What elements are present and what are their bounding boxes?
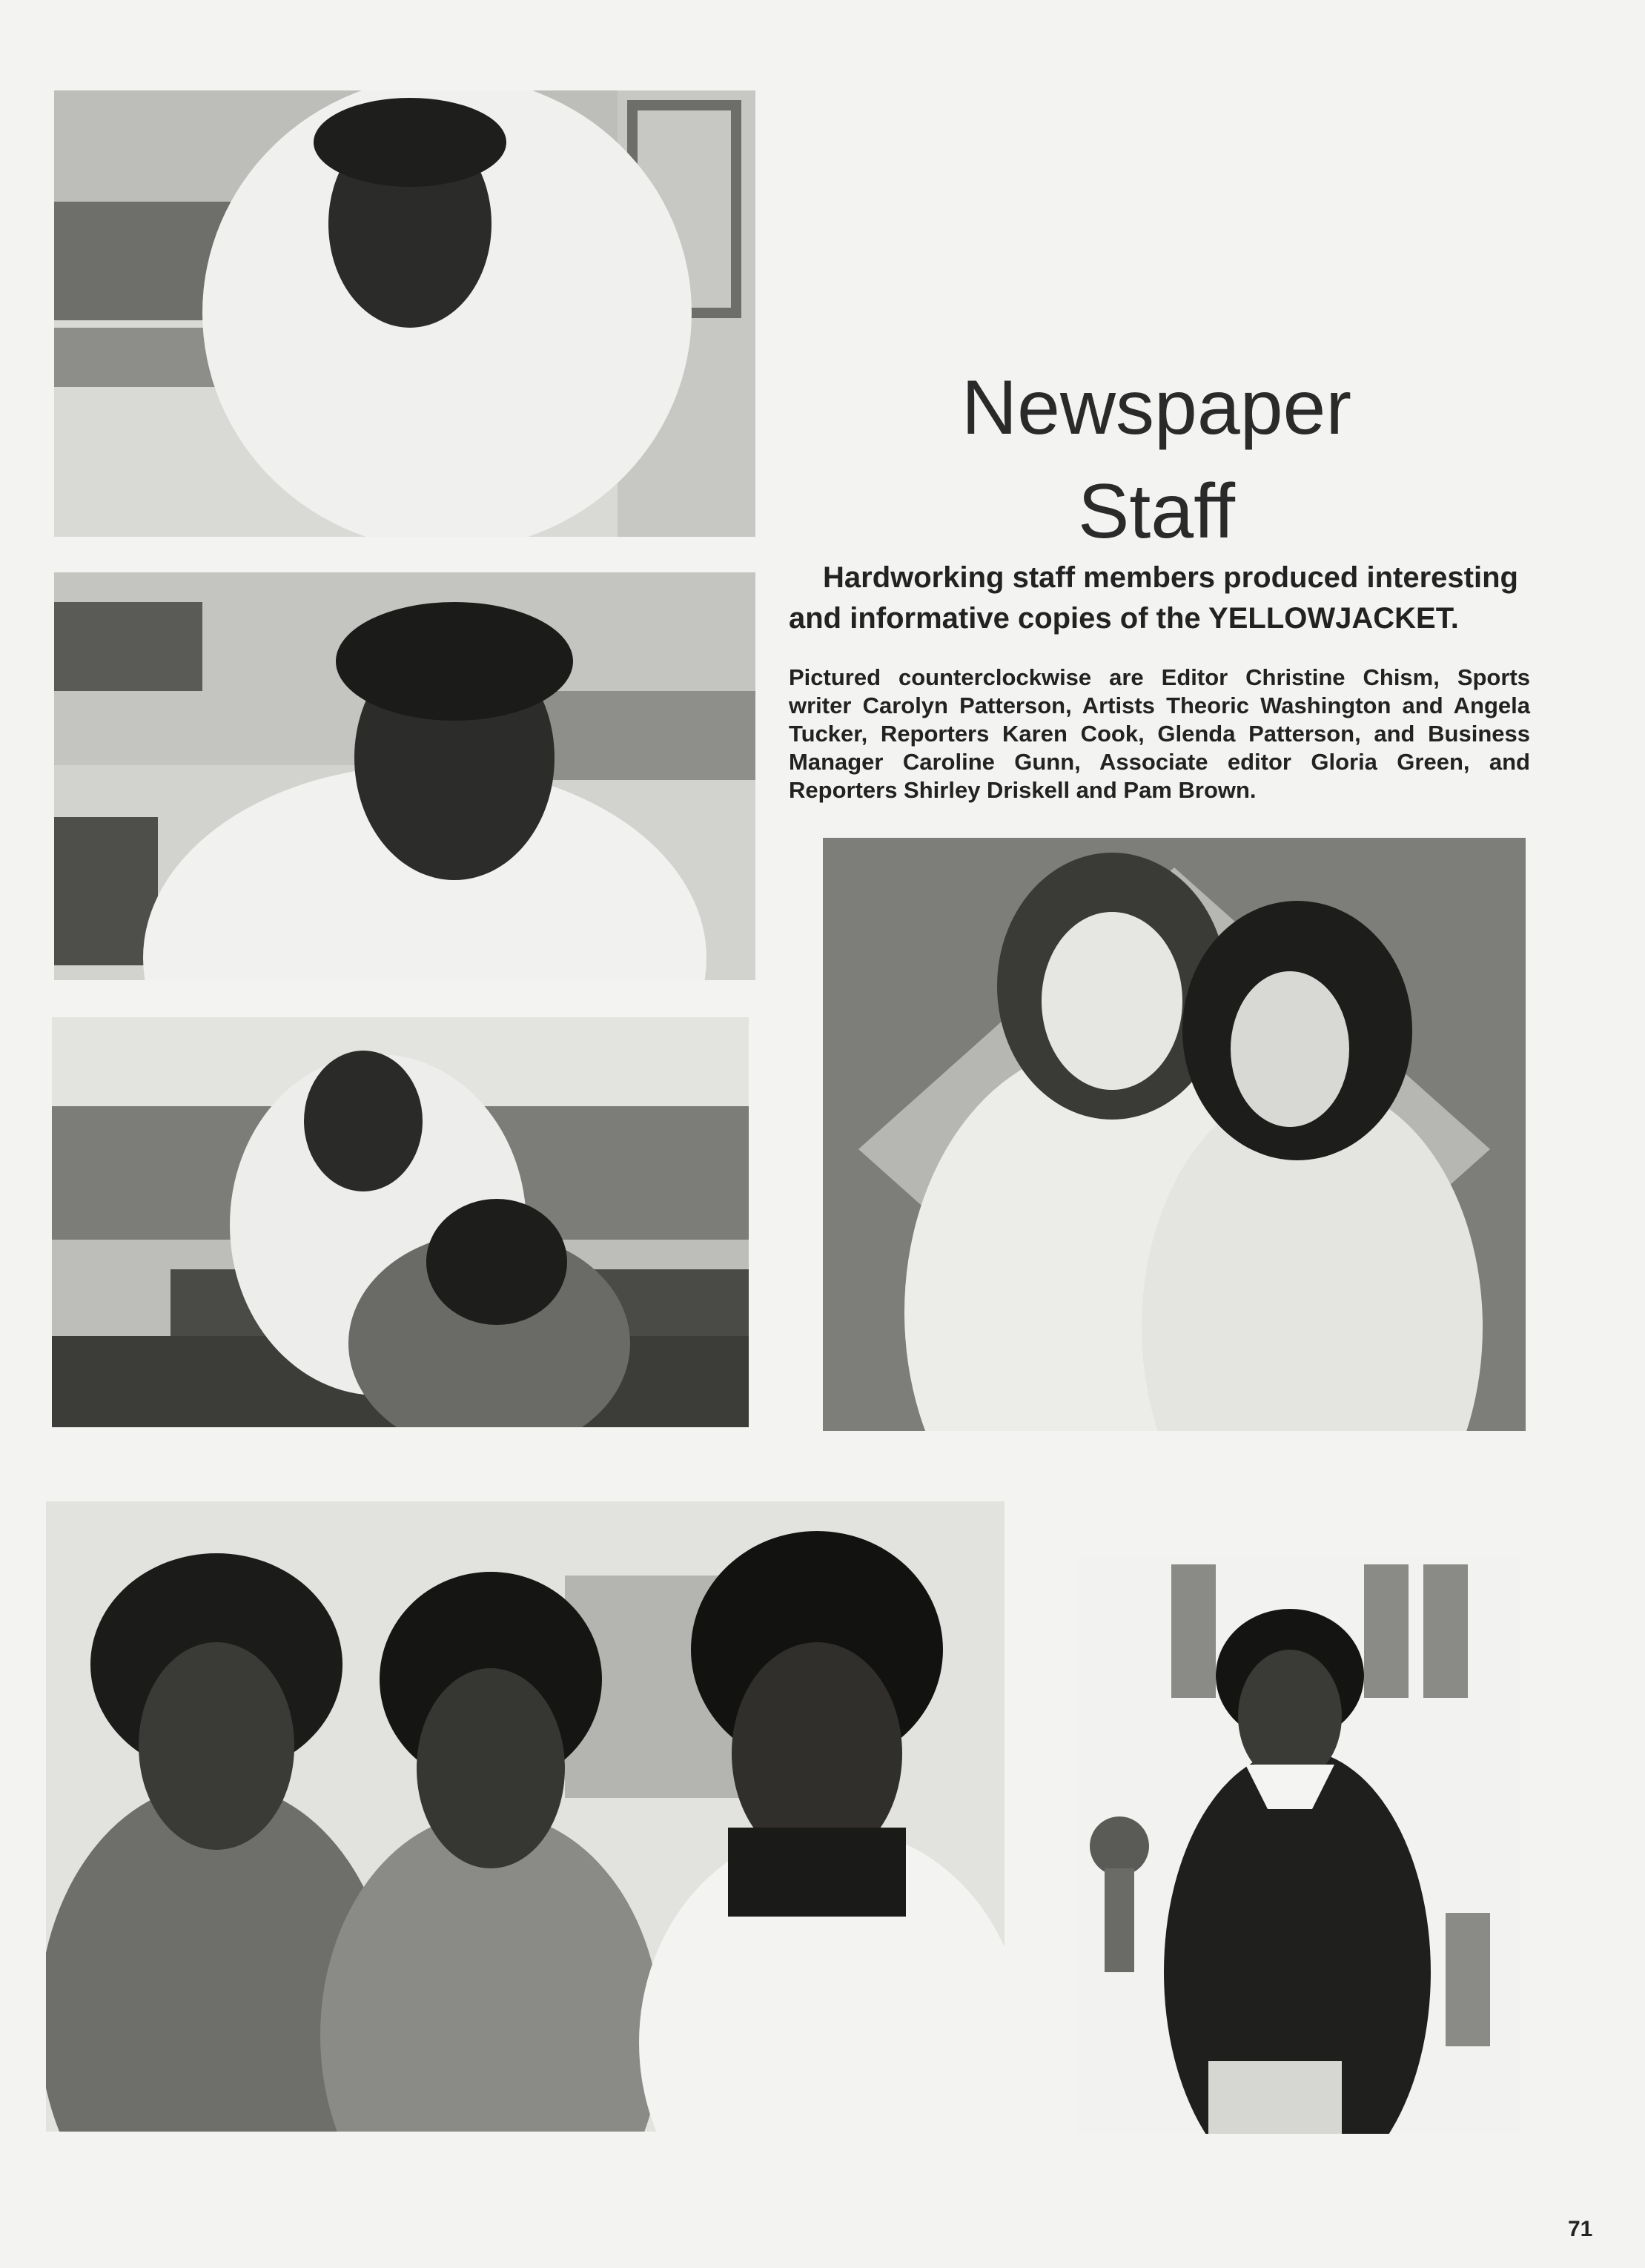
portrait-photo-icon	[54, 572, 755, 980]
group-photo-icon	[823, 838, 1526, 1431]
page-title-line2: Staff	[1077, 469, 1235, 555]
portrait-photo-icon	[1075, 1557, 1520, 2134]
page-title-line1: Newspaper	[961, 365, 1352, 451]
group-photo-icon	[52, 1017, 749, 1427]
photo-associate-editor	[1075, 1557, 1520, 2134]
group-photo-icon	[46, 1501, 1004, 2132]
photo-editor	[54, 90, 755, 537]
page-title	[890, 356, 1423, 563]
photo-caption: Pictured counterclockwise are Editor Christine Chism, Sports writer Carolyn Patterson, Artists Theoric Washington and Angela Tucker, Reporters Karen Cook, Glenda Patterson, and Business Manager Caroline Gunn, Associate editor Gloria Green, and Reporters Shirley Driskell and Pam Brown.	[789, 664, 1530, 803]
photo-reporters-pair	[823, 838, 1526, 1431]
photo-artists	[52, 1017, 749, 1427]
photo-sports-writer	[54, 572, 755, 980]
portrait-photo-icon	[54, 90, 755, 537]
lead-paragraph: Hardworking staff members produced interesting and informative copies of the YELLOWJACKET.	[789, 561, 1518, 635]
photo-reporters-group	[46, 1501, 1004, 2132]
page-number: 71	[1568, 2217, 1593, 2241]
